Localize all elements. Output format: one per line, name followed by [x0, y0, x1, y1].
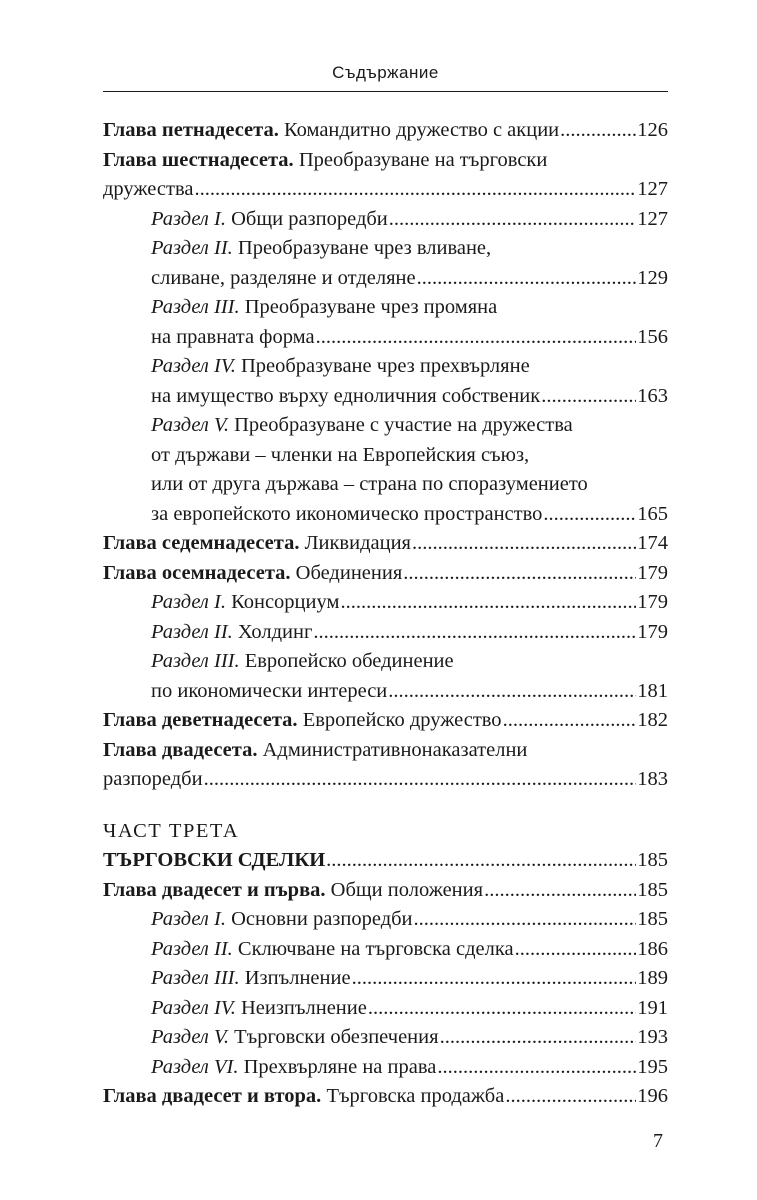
toc-entry [103, 1082, 668, 1112]
page-ref: 179 [637, 561, 668, 584]
section-label: Раздел II. [151, 237, 233, 259]
toc-entry-title [103, 146, 547, 176]
page-ref: 127 [637, 207, 668, 230]
toc-entry [103, 1053, 668, 1083]
entry-text: Европейско дружество [297, 709, 502, 731]
section-label: Раздел III. [151, 296, 240, 318]
page-ref: 195 [637, 1055, 668, 1078]
toc-entry-title [151, 293, 497, 323]
section-label: Раздел I. [151, 591, 226, 613]
page-ref: 165 [637, 502, 668, 525]
chapter-label: Глава петнадесета. [103, 119, 279, 141]
entry-text: Холдинг [232, 620, 313, 643]
toc-entry [103, 618, 668, 648]
dot-leader [389, 205, 636, 235]
toc-entry [103, 846, 668, 876]
toc-entry [103, 500, 668, 530]
page-ref: 127 [637, 178, 668, 200]
section-label: Раздел IV. [151, 355, 236, 377]
page-ref: 191 [637, 996, 668, 1019]
toc-entry-title [151, 1023, 439, 1053]
chapter-label: Глава двадесет и първа. [103, 878, 326, 901]
section-label: Раздел I. [151, 207, 226, 230]
chapter-label: ТЪРГОВСКИ СДЕЛКИ [103, 849, 326, 871]
chapter-label: Глава двадесета. [103, 738, 258, 761]
toc-entry [103, 876, 668, 906]
entry-text: по икономически интереси [151, 679, 388, 702]
toc-entry-title [151, 588, 339, 618]
entry-text: за европейското икономическо пространство [151, 502, 543, 525]
toc-entry-title [103, 116, 559, 146]
page-ref: 182 [637, 709, 668, 731]
toc-entry [103, 382, 668, 412]
toc-entry-title [151, 500, 542, 530]
part-heading [103, 817, 668, 847]
entry-text: или от друга държава – страна по споразумението [151, 473, 588, 495]
toc-entry [103, 647, 668, 677]
section-label: Раздел V. [151, 414, 229, 436]
toc-entry [103, 205, 668, 235]
entry-text: Изпълнение [239, 967, 351, 989]
entry-text: Ликвидация [299, 532, 411, 554]
toc-entry [103, 441, 668, 471]
toc-entry-title [103, 529, 411, 559]
entry-text: Преобразуване с участие на дружества [229, 414, 573, 436]
toc-entry [103, 935, 668, 965]
dot-leader [417, 264, 637, 294]
entry-text: сливане, разделяне и отделяне [151, 266, 416, 289]
section-gap [103, 795, 668, 817]
toc-entry-title [103, 175, 193, 205]
toc-entry [103, 964, 668, 994]
dot-leader [316, 323, 637, 353]
entry-text: Преобразуване на търговски [293, 148, 548, 171]
toc-entry-title [151, 441, 529, 471]
dot-leader [388, 677, 636, 707]
toc-entry-title [151, 352, 530, 382]
dot-leader [440, 1023, 637, 1053]
page-ref: 174 [637, 532, 668, 554]
section-label: Раздел I. [151, 908, 226, 930]
entry-text: дружества [103, 178, 194, 200]
table-of-contents [103, 116, 668, 1112]
toc-entry [103, 470, 668, 500]
entry-text: на правната форма [151, 325, 315, 348]
page-ref: 196 [637, 1085, 668, 1107]
dot-leader [352, 964, 637, 994]
page-ref: 129 [637, 266, 668, 289]
dot-leader [340, 588, 636, 618]
toc-entry [103, 175, 668, 205]
toc-entry [103, 323, 668, 353]
entry-text: Основни разпоредби [225, 908, 413, 930]
toc-entry-title [103, 846, 325, 876]
toc-entry-title [151, 205, 388, 235]
toc-entry [103, 411, 668, 441]
dot-leader [505, 1082, 636, 1112]
toc-entry-title [103, 817, 239, 847]
toc-entry-title [151, 618, 312, 648]
page-ref: 185 [637, 849, 668, 871]
page-ref: 179 [637, 620, 668, 643]
dot-leader [503, 706, 637, 736]
page-ref: 163 [637, 384, 668, 407]
toc-entry [103, 264, 668, 294]
page-ref: 185 [637, 878, 668, 901]
dot-leader [194, 175, 636, 205]
entry-text: Общи положения [325, 878, 484, 901]
toc-entry-title [151, 994, 367, 1024]
toc-entry [103, 677, 668, 707]
toc-entry-title [151, 234, 491, 264]
toc-entry [103, 994, 668, 1024]
dot-leader [414, 905, 637, 935]
page-ref: 156 [637, 325, 668, 348]
page-ref: 183 [637, 768, 668, 790]
toc-entry [103, 234, 668, 264]
entry-text: на имущество върху едноличния собственик [151, 384, 541, 407]
header-rule [103, 91, 668, 92]
section-label: Раздел III. [151, 650, 240, 672]
entry-text: Общи разпоредби [225, 207, 388, 230]
dot-leader [484, 876, 636, 906]
page-ref: 126 [637, 119, 668, 141]
toc-entry-title [151, 1053, 436, 1083]
toc-entry [103, 293, 668, 323]
entry-text: Командитно дружество с акции [278, 119, 560, 141]
page-ref: 181 [637, 679, 668, 702]
chapter-label: Глава осемнадесета. [103, 561, 291, 584]
toc-entry-title [151, 382, 540, 412]
toc-entry [103, 905, 668, 935]
toc-entry-title [103, 736, 527, 766]
section-label: Раздел II. [151, 620, 233, 643]
dot-leader [326, 846, 636, 876]
dot-leader [403, 559, 636, 589]
toc-entry-title [151, 905, 413, 935]
entry-text: Сключване на търговска сделка [232, 937, 514, 960]
entry-text: Обединения [290, 561, 403, 584]
toc-entry [103, 116, 668, 146]
dot-leader [437, 1053, 636, 1083]
entry-text: Преобразуване чрез прехвърляне [235, 355, 530, 377]
page-number: 7 [653, 1130, 663, 1152]
toc-entry [103, 559, 668, 589]
dot-leader [543, 500, 636, 530]
entry-text: разпоредби [103, 768, 203, 790]
entry-text: Административнонаказателни [257, 738, 528, 761]
toc-entry [103, 146, 668, 176]
toc-entry-title [151, 264, 416, 294]
toc-entry-title [151, 964, 351, 994]
toc-entry [103, 352, 668, 382]
dot-leader [204, 765, 637, 795]
chapter-label: Глава двадесет и втора. [103, 1085, 322, 1107]
entry-text: Търговска продажба [321, 1085, 505, 1107]
entry-text: Търговски обезпечения [229, 1026, 439, 1048]
entry-text: Неизпълнение [235, 996, 367, 1019]
toc-entry [103, 588, 668, 618]
section-label: Раздел III. [151, 967, 240, 989]
entry-text: Европейско обединение [239, 650, 454, 672]
toc-entry [103, 736, 668, 766]
running-header: Съдържание [332, 63, 439, 82]
toc-entry-title [151, 647, 454, 677]
page-ref: 189 [637, 967, 668, 989]
section-label: Раздел V. [151, 1026, 229, 1048]
section-label: Раздел IV. [151, 996, 236, 1019]
toc-entry-title [103, 876, 483, 906]
toc-entry-title [103, 706, 502, 736]
entry-text: Преобразуване чрез промяна [239, 296, 498, 318]
dot-leader [368, 994, 636, 1024]
toc-entry-title [103, 765, 203, 795]
toc-entry-title [103, 1082, 504, 1112]
toc-entry-title [151, 935, 514, 965]
dot-leader [313, 618, 636, 648]
dot-leader [541, 382, 636, 412]
page-ref: 186 [637, 937, 668, 960]
entry-text: от държави – членки на Европейския съюз, [151, 443, 530, 466]
entry-text: Прехвърляне на права [238, 1055, 437, 1078]
entry-text: Преобразуване чрез вливане, [232, 237, 492, 259]
toc-entry-title [151, 323, 315, 353]
toc-entry [103, 1023, 668, 1053]
page-ref: 193 [637, 1026, 668, 1048]
part-label: ЧАСТ ТРЕТА [103, 819, 240, 842]
section-label: Раздел II. [151, 937, 233, 960]
dot-leader [515, 935, 637, 965]
page-ref: 179 [637, 591, 668, 613]
toc-entry-title [151, 470, 588, 500]
toc-entry [103, 765, 668, 795]
page-ref: 185 [637, 908, 668, 930]
chapter-label: Глава деветнадесета. [103, 709, 298, 731]
dot-leader [412, 529, 636, 559]
entry-text: Консорциум [225, 591, 340, 613]
toc-entry [103, 529, 668, 559]
chapter-label: Глава седемнадесета. [103, 532, 300, 554]
section-label: Раздел VI. [151, 1055, 239, 1078]
toc-entry-title [151, 677, 387, 707]
chapter-label: Глава шестнадесета. [103, 148, 294, 171]
toc-entry-title [151, 411, 573, 441]
toc-entry-title [103, 559, 402, 589]
toc-entry [103, 706, 668, 736]
dot-leader [560, 116, 636, 146]
